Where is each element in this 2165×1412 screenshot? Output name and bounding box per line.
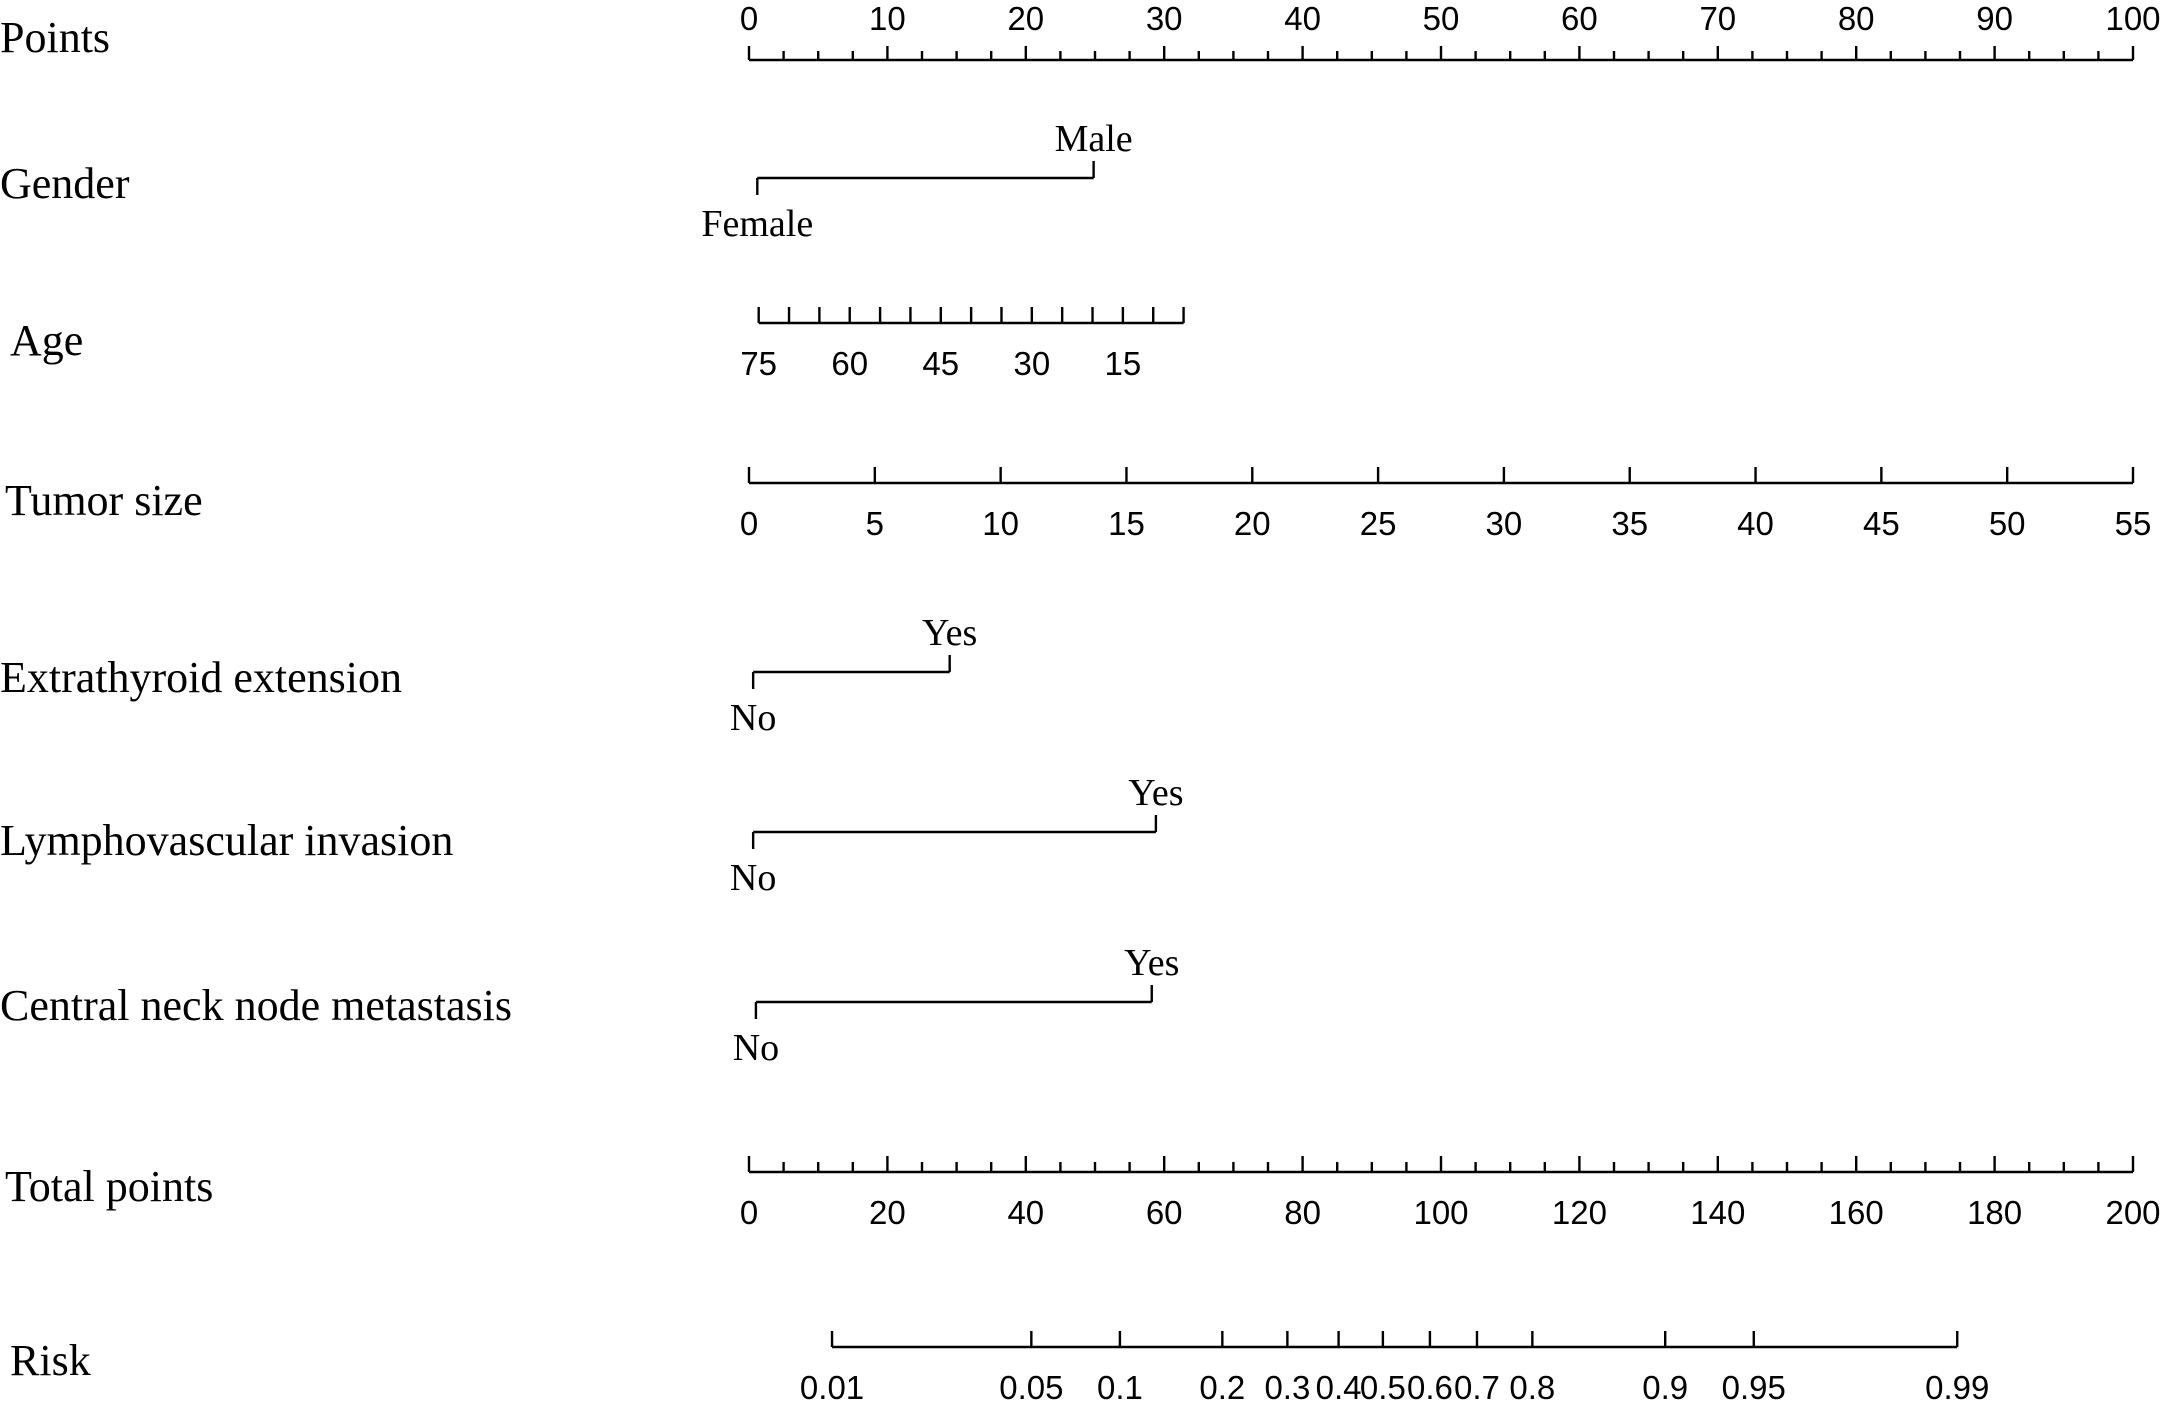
tick-label: 120 <box>1551 1194 1607 1231</box>
row-label: Gender <box>0 159 130 208</box>
tick-label: 30 <box>1145 0 1183 37</box>
tick-label: 160 <box>1828 1194 1884 1231</box>
row-label: Tumor size <box>5 476 203 525</box>
tick-label: 10 <box>982 505 1019 542</box>
tick-label: 30 <box>1013 345 1051 382</box>
row-gender <box>0 118 1133 245</box>
row-label: Extrathyroid extension <box>0 653 403 702</box>
tick-label: 0 <box>739 505 759 542</box>
tick-label: 0.4 <box>1315 1369 1362 1406</box>
tick-label: 60 <box>1561 0 1598 37</box>
tick-label: 0.2 <box>1199 1369 1246 1406</box>
tick-label: 180 <box>1967 1194 2023 1231</box>
tick-label: 25 <box>1359 505 1397 542</box>
tick-label: 80 <box>1837 0 1875 37</box>
row-label: Total points <box>5 1162 214 1211</box>
tick-label: 15 <box>1108 505 1145 542</box>
tick-label: 70 <box>1699 0 1737 37</box>
row-points <box>0 0 2161 62</box>
tick-label: 45 <box>922 345 960 382</box>
row-tumor-size <box>5 467 2151 542</box>
category-label-yes: Yes <box>922 612 978 654</box>
tick-label: 60 <box>1145 1194 1183 1231</box>
row-ete <box>0 612 977 739</box>
tick-label: 15 <box>1104 345 1142 382</box>
category-label-no: No <box>732 1027 780 1069</box>
category-label-no: No <box>729 857 777 899</box>
category-label-yes: Yes <box>1124 942 1180 984</box>
tick-label: 40 <box>1737 505 1774 542</box>
tick-label: 60 <box>831 345 869 382</box>
tick-label: 0.9 <box>1642 1369 1689 1406</box>
tick-label: 0.1 <box>1096 1369 1143 1406</box>
row-cnm <box>0 942 1179 1069</box>
tick-label: 90 <box>1976 0 2013 37</box>
tick-label: 0.95 <box>1721 1369 1786 1406</box>
tick-label: 40 <box>1284 0 1321 37</box>
tick-label: 50 <box>1422 0 1460 37</box>
tick-label: 0.8 <box>1509 1369 1556 1406</box>
tick-label: 140 <box>1690 1194 1746 1231</box>
category-label-yes: Yes <box>1128 772 1184 814</box>
tick-label: 200 <box>2105 1194 2161 1231</box>
category-label-no: No <box>729 697 777 739</box>
row-age <box>10 307 1184 382</box>
tick-label: 0.5 <box>1359 1369 1406 1406</box>
tick-label: 45 <box>1863 505 1900 542</box>
tick-label: 10 <box>869 0 906 37</box>
tick-label: 100 <box>2105 0 2161 37</box>
row-lvi <box>0 772 1184 899</box>
tick-label: 20 <box>869 1194 906 1231</box>
tick-label: 5 <box>865 505 884 542</box>
row-label: Age <box>10 316 84 365</box>
tick-label: 0.05 <box>999 1369 1064 1406</box>
tick-label: 0.3 <box>1264 1369 1311 1406</box>
row-label: Central neck node metastasis <box>0 981 512 1030</box>
tick-label: 20 <box>1233 505 1271 542</box>
tick-label: 55 <box>2114 505 2152 542</box>
tick-label: 40 <box>1007 1194 1045 1231</box>
row-label: Lymphovascular invasion <box>0 816 454 865</box>
tick-label: 75 <box>740 345 778 382</box>
category-label-male: Male <box>1054 118 1133 160</box>
tick-label: 0.99 <box>1925 1369 1990 1406</box>
tick-label: 20 <box>1007 0 1045 37</box>
tick-label: 0.01 <box>799 1369 865 1406</box>
tick-label: 0 <box>739 0 759 37</box>
row-risk <box>10 1331 1989 1406</box>
tick-label: 50 <box>1988 505 2026 542</box>
tick-label: 0.6 <box>1406 1369 1453 1406</box>
tick-label: 0.7 <box>1454 1369 1500 1406</box>
category-label-female: Female <box>701 203 814 245</box>
tick-label: 100 <box>1413 1194 1469 1231</box>
row-label: Points <box>0 13 111 62</box>
tick-label: 80 <box>1284 1194 1321 1231</box>
tick-label: 30 <box>1485 505 1523 542</box>
row-total-points <box>5 1156 2161 1231</box>
tick-label: 0 <box>739 1194 759 1231</box>
tick-label: 35 <box>1611 505 1649 542</box>
row-label: Risk <box>10 1336 91 1385</box>
